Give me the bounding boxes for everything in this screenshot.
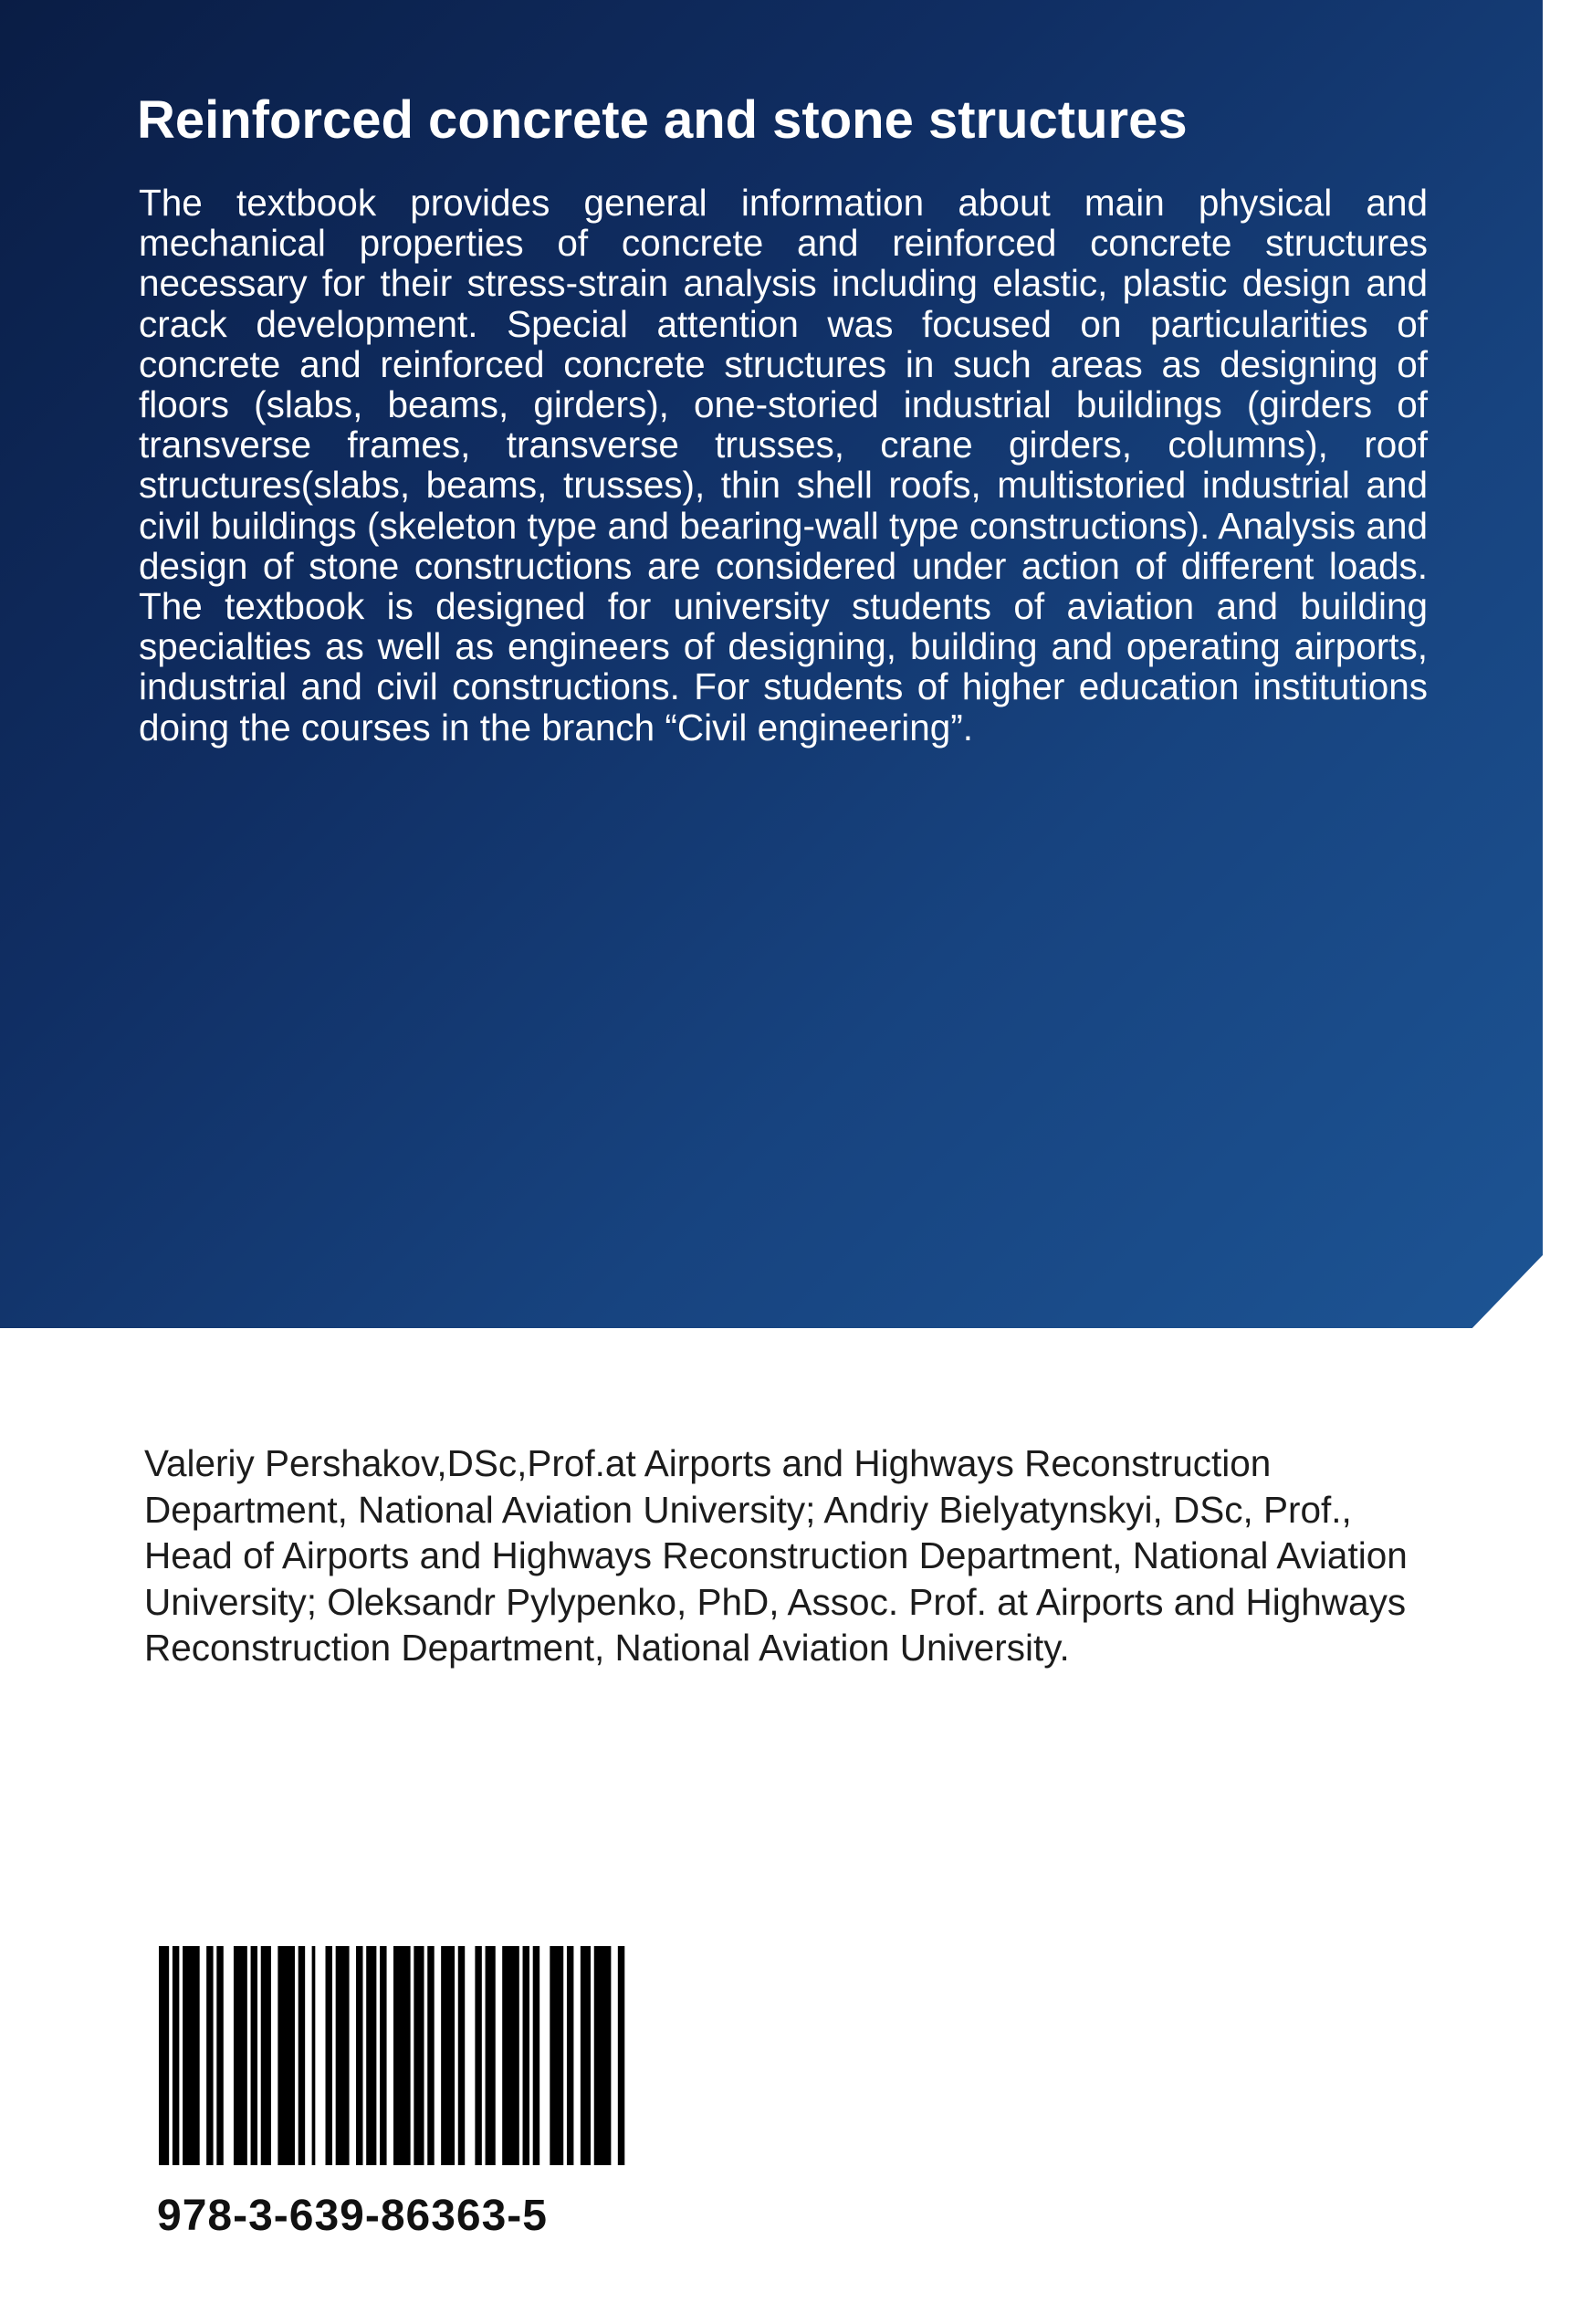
barcode-bar bbox=[441, 1946, 455, 2165]
barcode-bar bbox=[183, 1946, 200, 2165]
cover-edge-strip bbox=[1543, 0, 1592, 2324]
barcode-bar bbox=[475, 1946, 481, 2165]
barcode-bar bbox=[159, 1946, 169, 2165]
barcode-bar bbox=[278, 1946, 295, 2165]
barcode-bar bbox=[502, 1946, 519, 2165]
barcode-bar bbox=[261, 1946, 271, 2165]
barcode-bar bbox=[594, 1946, 612, 2165]
book-summary: The textbook provides general information about main physical and mechanical properties of concrete and reinforced concrete structures necessary for their stress-strain analysis including elastic, plastic design and crack development. Special attention was focused on particularities of concrete and reinforced concrete structures in such areas as designing of floors (slabs, beams, girders), one-storied industrial buildings (girders of transverse frames, transverse trusses, crane girders, columns), roof structures(slabs, beams, trusses), thin shell roofs, multistoried industrial and civil buildings (skeleton type and bearing-wall type constructions). Analysis and design of stone constructions are considered under action of different loads. The textbook is designed for university students of aviation and building specialties as well as engineers of designing, building and operating airports, industrial and civil constructions. For students of higher education institutions doing the courses in the branch “Civil engineering”. bbox=[139, 182, 1428, 748]
barcode-bar bbox=[251, 1946, 257, 2165]
authors-info: Valeriy Pershakov,DSc,Prof.at Airports and Highways Reconstruction Department, National Aviation University; Andriy Bielyatynskyi, DSc, Prof., Head of Airports and Highways Reconstruction Department, National Aviation University; Oleksandr Pylypenko, PhD, Assoc. Prof. at Airports and Highways Reconstruction Department, National Aviation University. bbox=[144, 1442, 1408, 1669]
barcode-bar bbox=[533, 1946, 539, 2165]
isbn-number: 978-3-639-86363-5 bbox=[157, 2192, 548, 2240]
barcode-bar bbox=[336, 1946, 350, 2165]
barcode-bar bbox=[216, 1946, 223, 2165]
barcode-bar bbox=[312, 1946, 316, 2165]
barcode-bar bbox=[486, 1946, 496, 2165]
barcode-bar bbox=[427, 1946, 434, 2165]
barcode-bar bbox=[380, 1946, 386, 2165]
barcode-bar bbox=[393, 1946, 411, 2165]
barcode-bar bbox=[581, 1946, 591, 2165]
barcode-bar bbox=[523, 1946, 529, 2165]
barcode-bar bbox=[567, 1946, 573, 2165]
barcode-bar bbox=[618, 1946, 624, 2165]
barcode-bar bbox=[414, 1946, 424, 2165]
barcode-bar bbox=[356, 1946, 362, 2165]
book-title: Reinforced concrete and stone structures bbox=[137, 90, 1188, 150]
barcode-bar bbox=[234, 1946, 247, 2165]
barcode-bar bbox=[550, 1946, 563, 2165]
barcode-bar bbox=[298, 1946, 305, 2165]
barcode-bar bbox=[173, 1946, 179, 2165]
barcode-bar bbox=[326, 1946, 332, 2165]
barcode-bar bbox=[458, 1946, 465, 2165]
barcode bbox=[159, 1946, 628, 2165]
barcode-bar bbox=[366, 1946, 376, 2165]
barcode-bar bbox=[206, 1946, 213, 2165]
